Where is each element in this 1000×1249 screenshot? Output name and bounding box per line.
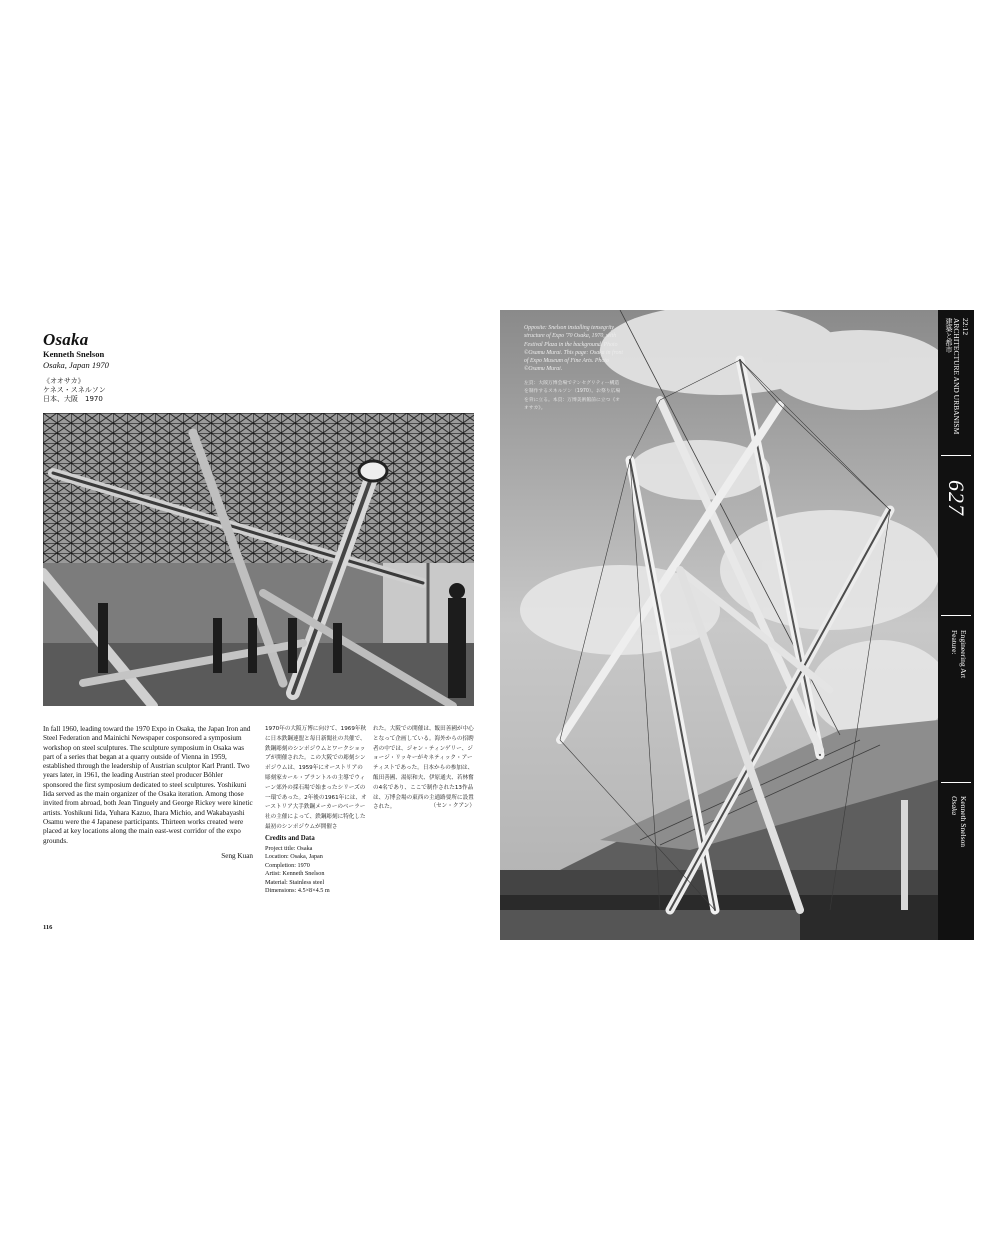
author-signature: Seng Kuan — [221, 852, 253, 860]
credit-material: Material: Stainless steel — [265, 878, 325, 886]
sidebar-divider — [941, 615, 971, 616]
magazine-sidebar — [938, 310, 974, 940]
sidebar-divider — [941, 455, 971, 456]
magazine-name-english: ARCHITECTURE AND URBANISM — [952, 318, 961, 435]
credit-project-title: Project title: Osaka — [265, 845, 313, 852]
feature-title: Engineering Art — [959, 630, 968, 679]
construction-photo-image — [43, 413, 474, 706]
work-artist: Kenneth Snelson — [959, 796, 968, 848]
page-number: 116 — [43, 924, 53, 931]
sidebar-divider — [941, 782, 971, 783]
credit-artist: Artist: Kenneth Snelson — [265, 870, 325, 878]
body-text-english: In fall 1960, leading toward the 1970 Expo in Osaka, the Japan Iron and Steel Federation and Mainichi Newspaper cosponsored a symposium workshop on steel sculptures. The sculpture symposium in Osaka was part of a series that began at a quarry outside of Vienna in 1959, established through the leadership of Austrian sculptor Karl Prantl. Two years later, in 1961, the leading Austrian steel producer Böhler sponsored the first symposium dedicated to steel sculptures. Yoshikuni Iida served as the main organizer of the Osaka iteration. Among those invited from abroad, both Jean Tinguely and George Rickey were kinetic artists. Yoshikuni Iida, Yuhara Kazuo, Ihara Michio, and Wakabayashi Osamu were the 4 Japanese participants. Thirteen works created were placed at key locations along the main east-west corridor of the expo grounds. — [43, 725, 253, 845]
construction-photo — [43, 413, 474, 706]
credit-dimensions: Dimensions: 4.5×8×4.5 m — [265, 887, 330, 895]
artist-name: Kenneth Snelson — [43, 349, 105, 359]
artwork-title: Osaka — [43, 330, 89, 349]
magazine-name-japanese: 建築と都市 — [945, 318, 953, 353]
issue-number: 627 — [944, 480, 969, 516]
credits-list — [265, 845, 330, 895]
photo-caption-english: Opposite: Snelson installing tensegrity structure of Expo '70 Osaka, 1970, with Festival Plaza in the background. Photo ©Osamu Murai. This page: Osaka in front of Expo Museum of Fine Arts. Photo ©Osamu Murai. — [524, 325, 624, 373]
body-text-japanese-col2: れた。大阪での開催は、飯田善國が中心となって企画している。海外からの招聘者の中では、ジャン・ティンゲリー、ジョージ・リッキーがキネティック・アーティストであった。日本からの参加は、飯田善國、湯原和夫、伊原通夫、若林奮の4名であり、ここで制作された13作品は、万博会場の東西の主通路要所に設置された。 — [373, 726, 474, 811]
japanese-title: 《オオサカ》 ケネス・スネルソン 日本、大阪 1970 — [43, 377, 106, 403]
feature-label: Feature: — [950, 630, 959, 655]
credit-completion: Completion: 1970 — [265, 861, 310, 869]
japanese-signature: （セン・クアン） — [430, 803, 475, 809]
credit-location: Location: Osaka, Japan — [265, 853, 323, 861]
credits-heading: Credits and Data — [265, 835, 315, 842]
work-title: Osaka — [950, 796, 959, 816]
issue-date: 22:12 — [961, 318, 970, 336]
photo-caption-japanese: 左頁：大阪万博会場でテンセグリティー構造を制作するスネルソン（1970）。お祭り広場を背に立る。本頁：万博美術館前に立つ《オオサカ》。 — [524, 381, 621, 411]
body-text-japanese-col1: 1970年の大阪万博に向けて、1969年秋に日本鉄鋼連盟と毎日新聞社の共催で、鉄鋼彫刻のシンポジウムとワークショップが開催された。この大阪での彫刻シンポジウムは、1959年にオーストリアの彫刻家カール・プラントルの主導でウィーン郊外の採石場で始まったシリーズの一環であった。2年後の1961年には、オーストリア大手鉄鋼メーカーのベーラー社の主催によって、鉄鋼彫刻に特化した最初のシンポジウムが開催さ — [265, 726, 367, 830]
place-year: Osaka, Japan 1970 — [43, 360, 109, 370]
